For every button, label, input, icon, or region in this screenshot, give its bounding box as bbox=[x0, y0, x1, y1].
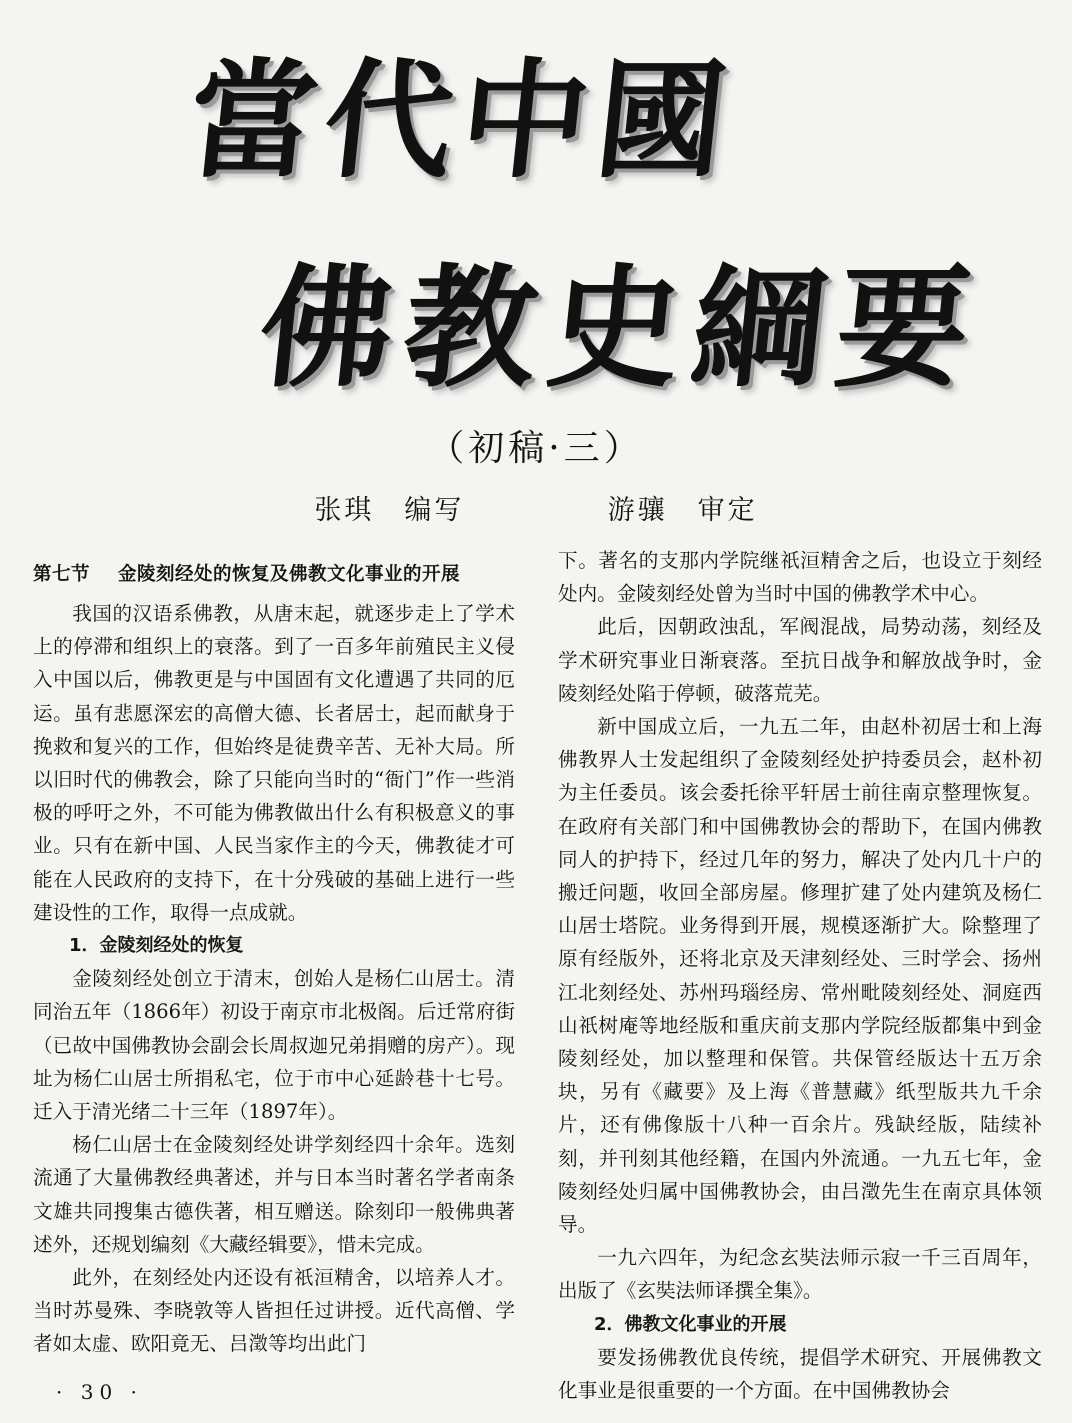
paragraph: 一九六四年，为纪念玄奘法师示寂一千三百周年，出版了《玄奘法师译撰全集》。 bbox=[558, 1246, 1042, 1303]
paragraph: 要发扬佛教优良传统，提倡学术研究、开展佛教文化事业是很重要的一个方面。在中国佛教协会 bbox=[558, 1345, 1042, 1403]
author-reviewer: 游骧 审定 bbox=[607, 495, 758, 526]
masthead bbox=[0, 0, 1072, 420]
paragraph: 金陵刻经处创立于清末，创始人是杨仁山居士。清同治五年（1866年）初设于南京市北极阁。后迁常府街（已故中国佛教协会副会长周叔迦兄弟捐赠的房产）。现址为杨仁山居士所捐私宅，位于市中心延龄巷十七号。迁入于清光绪二十三年（1897年）。 bbox=[33, 967, 515, 1124]
title-line-2: 佛教史綱要 bbox=[252, 251, 989, 406]
paragraph: 此后，因朝政浊乱，军阀混战，局势动荡，刻经及学术研究事业日渐衰落。至抗日战争和解放战争时，金陵刻经处陷于停顿，破落荒芜。 bbox=[558, 615, 1042, 705]
section-heading bbox=[33, 558, 515, 591]
page-number: · 30 · bbox=[56, 1380, 143, 1404]
paragraph: 杨仁山居士在金陵刻经处讲学刻经四十余年。选刻流通了大量佛教经典著述，并与日本当时著名学者南条文雄共同搜集古德佚著，相互赠送。除刻印一般佛典著述外，还规划编刻《大藏经辑要》，惜未完成。 bbox=[33, 1133, 515, 1256]
left-column bbox=[33, 544, 515, 1361]
section-title: 金陵刻经处的恢复及佛教文化事业的开展 bbox=[118, 564, 461, 585]
right-column bbox=[558, 544, 1042, 1407]
title-line-1: 當代中國 bbox=[180, 46, 741, 196]
subtitle: （初稿·三） bbox=[428, 428, 644, 469]
byline bbox=[0, 488, 1072, 527]
section-number: 第七节 bbox=[33, 564, 91, 585]
subheading: 2．佛教文化事业的开展 bbox=[594, 1313, 787, 1335]
subheading: 1．金陵刻经处的恢复 bbox=[69, 935, 244, 957]
paragraph: 新中国成立后，一九五二年，由赵朴初居士和上海佛教界人士发起组织了金陵刻经处护持委员会，赵朴初为主任委员。该会委托徐平轩居士前往南京整理恢复。在政府有关部门和中国佛教协会的帮助下，在国内佛教同人的护持下，经过几年的努力，解决了处内几十户的搬迁问题，收回全部房屋。修理扩建了处内建筑及杨仁山居士塔院。业务得到开展，规模逐渐扩大。除整理了原有经版外，还将北京及天津刻经处、三时学会、扬州江北刻经处、苏州玛瑙经房、常州毗陵刻经处、洞庭西山祇树庵等地经版和重庆前支那内学院经版都集中到金陵刻经处，加以整理和保管。共保管经版达十五万余块，另有《藏要》及上海《普慧藏》纸型版共九千余片，还有佛像版十八种一百余片。残缺经版，陆续补刻，并刊刻其他经籍，在国内外流通。一九五七年，金陵刻经处归属中国佛教协会，由吕澂先生在南京具体领导。 bbox=[558, 715, 1042, 1237]
paragraph-continued: 下。著名的支那内学院继祇洹精舍之后，也设立于刻经处内。金陵刻经处曾为当时中国的佛教学术中心。 bbox=[558, 549, 1042, 606]
paragraph: 此外，在刻经处内还设有祇洹精舍，以培养人才。当时苏曼殊、李晓敦等人皆担任过讲授。近代高僧、学者如太虚、欧阳竟无、吕澂等均出此门 bbox=[33, 1266, 515, 1356]
paragraph: 我国的汉语系佛教，从唐末起，就逐步走上了学术上的停滞和组织上的衰落。到了一百多年前殖民主义侵入中国以后，佛教更是与中国固有文化遭遇了共同的厄运。虽有悲愿深宏的高僧大德、长者居士，起而献身于挽救和复兴的工作，但始终是徒费辛苦、无补大局。所以旧时代的佛教会，除了只能向当时的“衙门”作一些消极的呼吁之外，不可能为佛教做出什么有积极意义的事业。只有在新中国、人民当家作主的今天，佛教徒才可能在人民政府的支持下，在十分残破的基础上进行一些建设性的工作，取得一点成就。 bbox=[33, 602, 515, 924]
author-writer: 张琪 编写 bbox=[314, 495, 465, 526]
